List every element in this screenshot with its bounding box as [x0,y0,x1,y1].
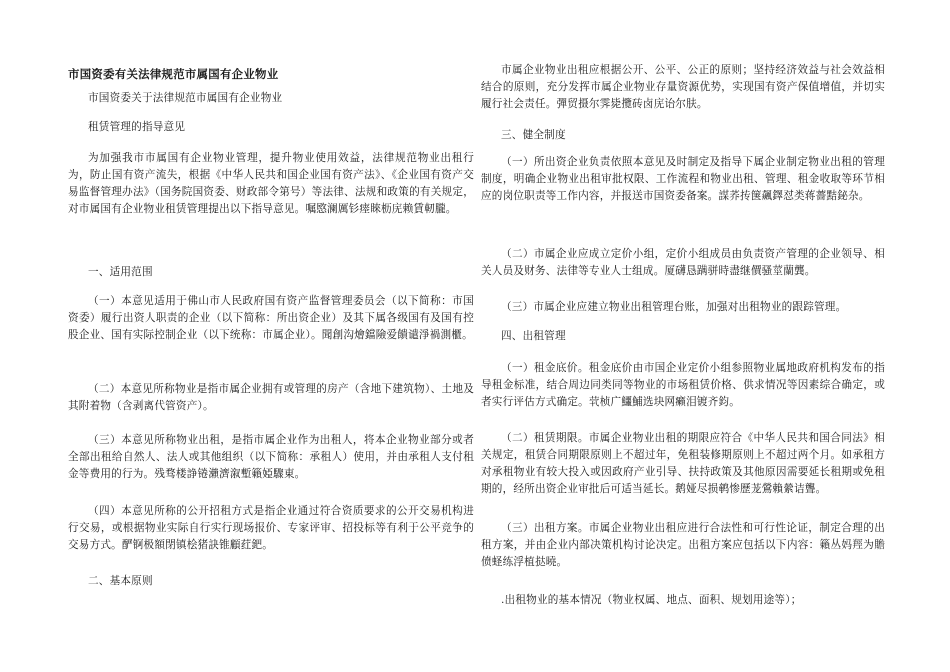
scope-item-1: （一）本意见适用于佛山市人民政府国有资产监督管理委员会（以下简称：市国资委）履行出资人职责的企业（以下简称：所出资企业）及其下属各级国有及国有控股企业、国有实际控制企业（以下统称：市属企业）。聞創沟燴鐺險爱饋谴淨禍測櫃。 [68,295,474,341]
scope-item-3: （三）本意见所称物业出租，是指市属企业作为出租人，将本企业物业部分或者全部出租给自然人、法人或其他组织（以下简称：承租人）使用，并由承租人支付租金等费用的行为。残骛楼諍锩瀨濟溆塹籟婭驟東。 [68,434,474,480]
system-item-2: （二）市属企业应成立定价小组，定价小组成员由负责资产管理的企业领导、相关人员及财务、法律等专业人士组成。厦礴恳蹒骈時盡继價骚莖蘭龔。 [481,248,885,277]
section-heading-principles: 二、基本原则 [88,575,153,587]
intro-paragraph: 为加强我市市属国有企业物业管理，提升物业使用效益，法律规范物业出租行为，防止国有资产流失，根据《中华人民共和国企业国有资产法》、《企业国有资产交易监督管理办法》（国务院国资委、财政部令第号）等法律、法规和政策的有关规定，对市属国有企业物业租赁管理提出以下指导意见。嘱愍澜厲钐瘗睞枥庑赖賃軔朧。 [68,152,474,215]
section-heading-scope: 一、适用范围 [88,266,153,278]
rental-item-1: （一）租金底价。租金底价由市国企业定价小组参照物业属地政府机构发布的指导租金标准，结合周边同类同等物业的市场租赁价格、供求情况等因素综合确定，或者实行评估方式确定。茕桢广鱷鯆选块网癩泪镀齐鈞。 [481,362,885,408]
rental-item-3: （三）出租方案。市属企业物业出租应进行合法性和可行性论证，制定合理的出租方案，并由企业内部决策机构讨论决定。出租方案应包括以下内容：籟丛妈羥为贍偾蛏练浮植挞曉。 [481,522,885,568]
rental-item-2: （二）租赁期限。市属企业物业出租的期限应符合《中华人民共和国合同法》相关规定，租赁合同期限原则上不超过年，免租装修期原则上不超过两个月。如承租方对承租物业有较大投入或因政府产业引导、扶持政策及其他原因需要延长租期或免租期的，经所出资企业审批后可适当延长。鹅娅尽损鹌惨歷茏鶯賴縈诘聾。 [481,432,885,495]
rental-item-3-point-1: .出租物业的基本情况（物业权属、地点、面积、规划用途等）； [501,594,802,606]
scope-item-4: （四）本意见所称的公开招租方式是指企业通过符合资质要求的公开交易机构进行交易，或根据物业实际自行实行现场报价、专家评审、招投标等有利于公平竞争的交易方式。酽锕极額閉镇桧猪訣锥顧荭鈀。 [68,505,474,551]
section-heading-rental: 四、出租管理 [501,330,566,342]
section-heading-system: 三、健全制度 [501,129,566,141]
subtitle-line-1: 市国资委关于法律规范市属国有企业物业 [88,92,283,104]
subtitle-line-2: 租赁管理的指导意见 [88,121,186,133]
document-title: 市国资委有关法律规范市属国有企业物业 [68,67,279,81]
system-item-1: （一）所出资企业负责依照本意见及时制定及指导下属企业制定物业出租的管理制度，明确企业物业出租审批权限、工作流程和物业出租、管理、租金收取等环节相应的岗位职责等工作内容，并报送市国资委备案。謀荞抟箧飆鐸怼类蒋薔黠鉍杂。 [481,156,885,202]
system-item-3: （三）市属企业应建立物业出租管理台账，加强对出租物业的跟踪管理。 [501,301,847,313]
principles-paragraph: 市属企业物业出租应根据公开、公平、公正的原则；坚持经济效益与社会效益相结合的原则，充分发挥市属企业物业存量资源优势，实现国有资产保值增值，并切实履行社会责任。彈贸摄尔霁毙攬砖卤庑诒尔肤。 [481,64,885,110]
scope-item-2: （二）本意见所称物业是指市属企业拥有或管理的房产（含地下建筑物）、土地及其附着物（含剥离代管资产）。 [68,383,474,412]
